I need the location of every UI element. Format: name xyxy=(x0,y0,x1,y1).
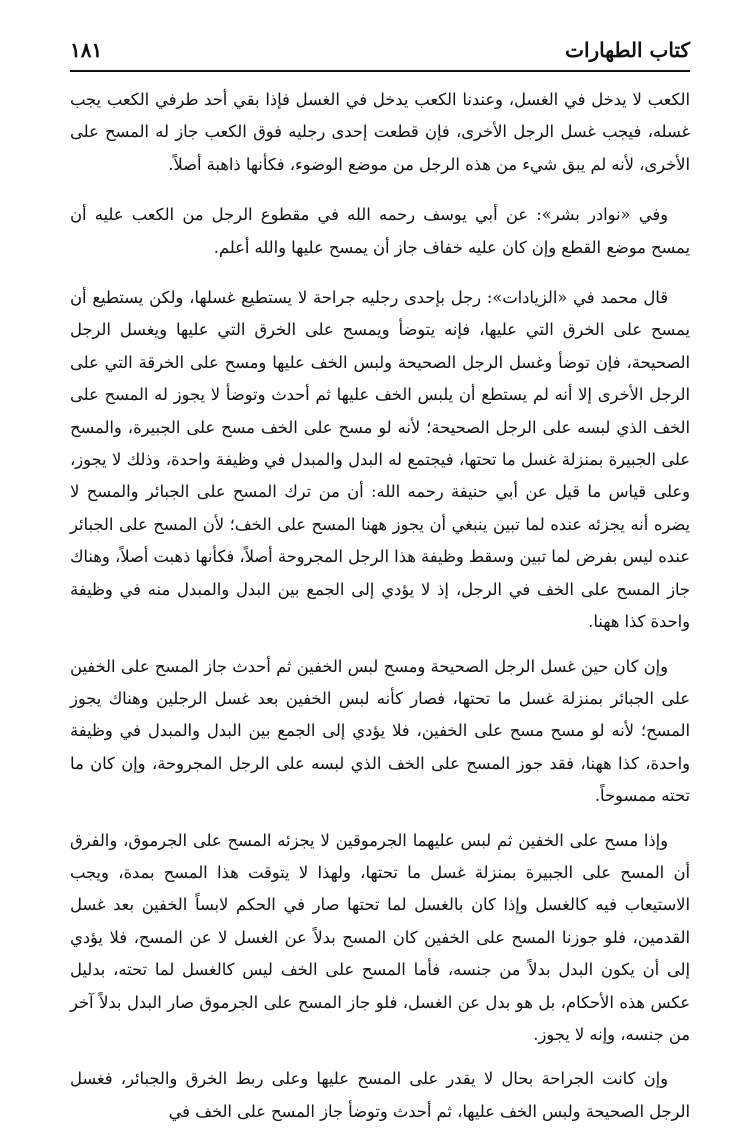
paragraph: وإذا مسح على الخفين ثم لبس عليهما الجرموقين لا يجزئه المسح على الجرموق، والفرق أن المسح على الجبيرة بمنزلة غسل ما تحتها، ولهذا لا يتوقت هذا المسح بمدة، ويجب الاستيعاب فيه كالغسل وإذا كان بالغسل لما تحتها صار في الحكم لابساً الخفين بعد غسل القدمين، فلو جوزنا المسح على الخفين كان المسح بدلاً عن الغسل لا عن المسح، فلا يؤدي إلى أن يكون البدل بدلاً من جنسه، فأما المسح على الخف ليس كالغسل لما تحته، بدليل عكس هذه الأحكام، بل هو بدل عن الغسل، فلو جاز المسح على الجرموق صار البدل بدلاً آخر من جنسه، وإنه لا يجوز. xyxy=(70,830,690,1044)
page-number: ١٨١ xyxy=(70,38,103,62)
document-page xyxy=(70,30,690,1140)
page-header xyxy=(70,30,690,72)
paragraph: قال محمد في «الزيادات»: رجل بإحدى رجليه جراحة لا يستطيع غسلها، ولكن يستطيع أن يمسح على الخرق التي عليها، فإنه يتوضأ ويمسح على الخرق التي عليها ويغسل الرجل الصحيحة، فإن توضأ وغسل الرجل الصحيحة ولبس الخف عليها ومسح على الخرقة التي على الرجل الأخرى إلا أنه لم يستطع أن يلبس الخف عليها ثم أحدث وتوضأ لا يجوز له المسح على الخف الذي لبسه على الرجل الصحيحة؛ لأنه لو مسح على الخف مسح على الجبيرة، والمسح على الجبيرة بمنزلة غسل ما تحتها، فيجتمع له البدل والمبدل في وظيفة واحدة، وذلك لا يجوز، وعلى قياس ما قيل عن أبي حنيفة رحمه الله: أن من ترك المسح على الجبائر والمسح لا يضره أنه يجزئه عنده لما تبين ينبغي أن يجوز ههنا المسح على الخف؛ لأن المسح على الجبائر عنده ليس بفرض لما تبين وسقط وظيفة هذا الرجل المجروحة أصلاً، فكأنها ذهبت أصلاً، وهناك جاز المسح على الخف في الرجل، إذ لا يؤدي إلى الجمع بين البدل والمبدل منه في وظيفة واحدة كذا ههنا. xyxy=(70,288,690,632)
body-text xyxy=(70,84,690,1128)
paragraph: وإن كانت الجراحة بحال لا يقدر على المسح عليها وعلى ربط الخرق والجبائر، فغسل الرجل الصحيحة ولبس الخف عليها، ثم أحدث وتوضأ جاز المسح على الخف في xyxy=(70,1069,690,1121)
running-title: كتاب الطهارات xyxy=(565,38,690,62)
paragraph: وإن كان حين غسل الرجل الصحيحة ومسح لبس الخفين ثم أحدث جاز المسح على الخفين على الجبائر بمنزلة غسل ما تحتها، فصار كأنه لبس الخفين بعد غسل الرجلين وهناك يجوز المسح؛ لأنه لو مسح مسح على الخفين، فلا يؤدي إلى الجمع بين البدل والمبدل في وظيفة واحدة، كذا ههنا، فقد جوز المسح على الخف الذي لبسه على الرجل المجروحة، وإن كان ما تحته ممسوحاً. xyxy=(70,656,690,806)
paragraph: الكعب لا يدخل في الغسل، وعندنا الكعب يدخل في الغسل فإذا بقي أحد طرفي الكعب يجب غسله، فيجب غسل الرجل الأخرى، فإن قطعت إحدى رجليه فوق الكعب جاز له المسح على الأخرى، لأنه لم يبق شيء من هذه الرجل من موضع الوضوء، فكأنها ذاهبة أصلاً. xyxy=(70,90,690,174)
paragraph: وفي «نوادر بشر»: عن أبي يوسف رحمه الله في مقطوع الرجل من الكعب عليه أن يمسح موضع القطع وإن كان عليه خفاف جاز أن يمسح عليها والله أعلم. xyxy=(70,205,690,257)
